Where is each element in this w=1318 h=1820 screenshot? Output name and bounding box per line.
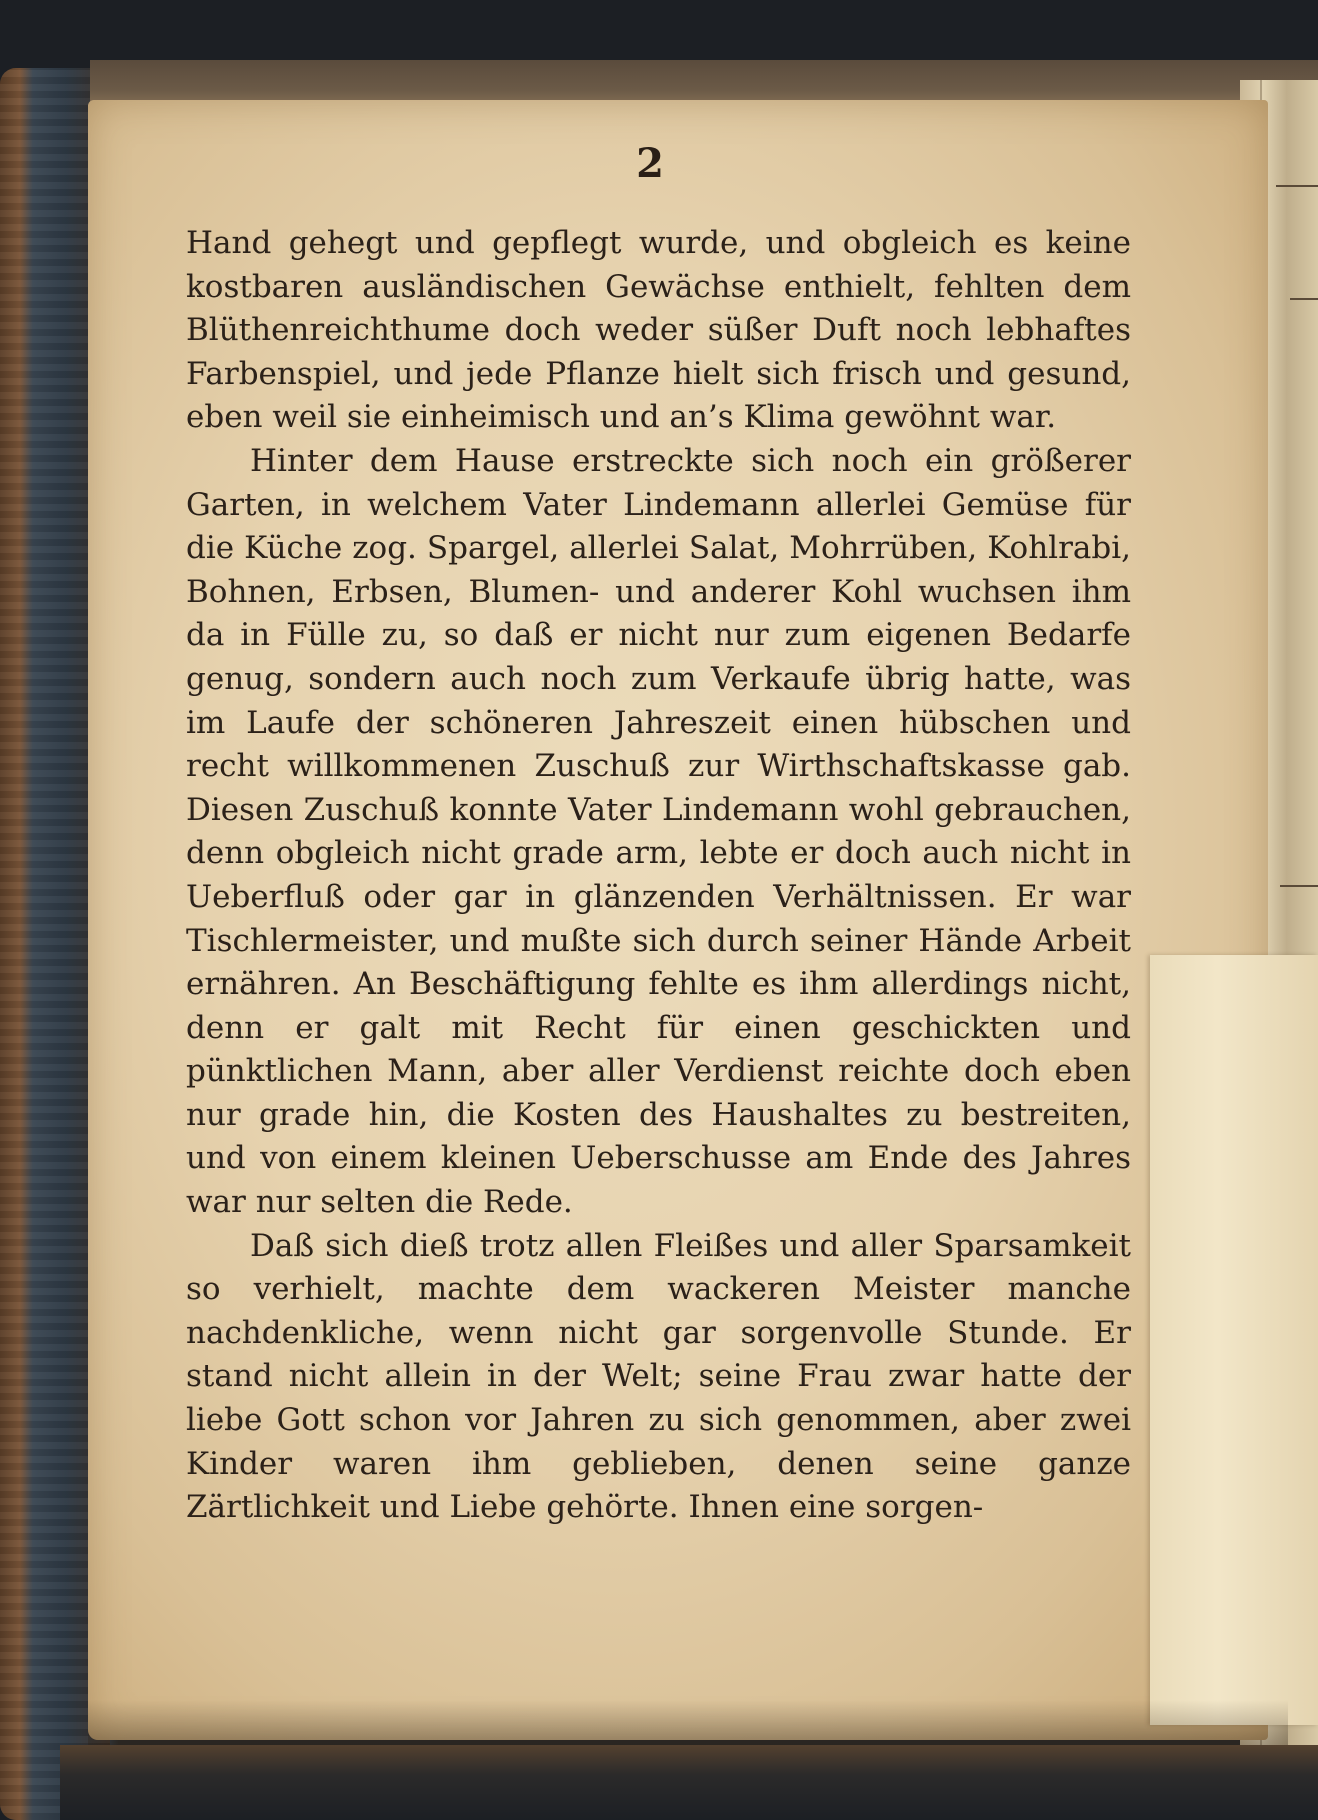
page-body-text <box>186 222 1131 1530</box>
paragraph: Hinter dem Hause erstreckte sich noch ein größerer Garten, in welchem Vater Lindemann allerlei Gemüse für die Küche zog. Spargel, allerlei Salat, Mohrrüben, Kohlrabi, Bohnen, Erbsen, Blumen- und anderer Kohl wuchsen ihm da in Fülle zu, so daß er nicht nur zum eigenen Bedarfe genug, sondern auch noch zum Verkaufe übrig hatte, was im Laufe der schöneren Jahreszeit einen hübschen und recht willkommenen Zuschuß zur Wirthschaftskasse gab. Diesen Zuschuß konnte Vater Lindemann wohl gebrauchen, denn obgleich nicht grade arm, lebte er doch auch nicht in Ueberfluß oder gar in glänzenden Verhältnissen. Er war Tischlermeister, und mußte sich durch seiner Hände Arbeit ernähren. An Beschäftigung fehlte es ihm allerdings nicht, denn er galt mit Recht für einen geschickten und pünktlichen Mann, aber aller Verdienst reichte doch eben nur grade hin, die Kosten des Haushaltes zu bestreiten, und von einem kleinen Ueberschusse am Ende des Jahres war nur selten die Rede. <box>186 442 1131 1221</box>
paper-stub <box>1150 955 1318 1725</box>
page-number: 2 <box>636 140 664 187</box>
cover-bottom-board <box>60 1745 1318 1820</box>
paragraph: Hand gehegt und gepflegt wurde, und obgleich es keine kostbaren ausländischen Gewächse enthielt, fehlten dem Blüthenreichthume doch weder süßer Duft noch lebhaftes Farbenspiel, und jede Pflanze hielt sich frisch und gesund, eben weil sie einheimisch und an’s Klima gewöhnt war. <box>186 225 1131 436</box>
page-edge-mark <box>1280 885 1318 887</box>
page-edge-mark <box>1276 185 1318 187</box>
paragraph: Daß sich dieß trotz allen Fleißes und aller Sparsamkeit so verhielt, machte dem wackeren Meister manche nachdenkliche, wenn nicht gar sorgenvolle Stunde. Er stand nicht allein in der Welt; seine Frau zwar hatte der liebe Gott schon vor Jahren zu sich genommen, aber zwei Kinder waren ihm geblieben, denen seine ganze Zärtlichkeit und Liebe gehörte. Ihnen eine sorgen- <box>186 1227 1131 1526</box>
page-edge-mark <box>1290 298 1318 300</box>
